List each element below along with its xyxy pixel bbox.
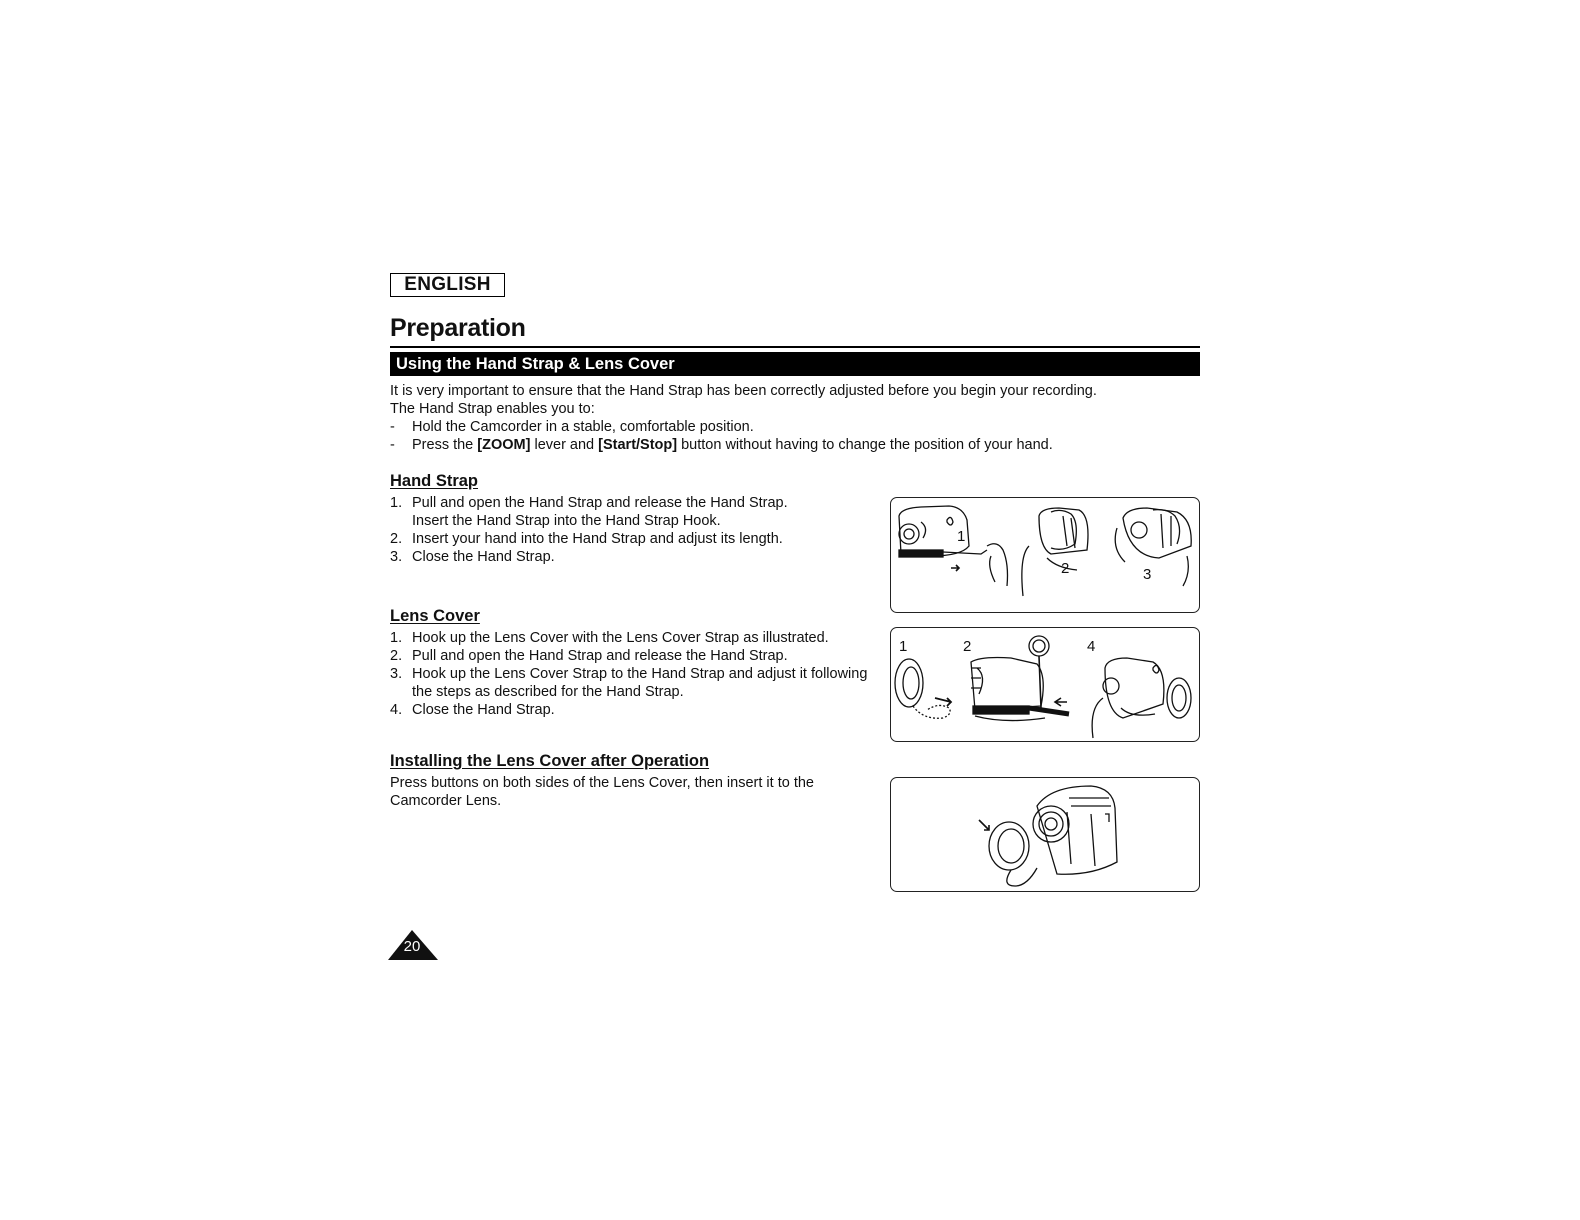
step-text: Insert the Hand Strap into the Hand Strap Hook. (412, 513, 721, 529)
bullet-text (412, 436, 1053, 454)
figure-step-label: 2 (1061, 560, 1070, 577)
camcorder-illustration (899, 506, 1008, 586)
startstop-keyword: [Start/Stop] (598, 437, 678, 453)
installing-text (390, 774, 814, 810)
step-text: the steps as described for the Hand Strap. (412, 684, 684, 700)
bullet-dash: - (390, 419, 395, 435)
installing-heading: Installing the Lens Cover after Operation (390, 752, 710, 770)
step-number: 4. (390, 702, 403, 718)
paragraph-line: Press buttons on both sides of the Lens Cover, then insert it to the (390, 775, 814, 791)
lens-cover-illustration (890, 627, 1200, 742)
step-number: 2. (390, 531, 403, 547)
step-number: 2. (390, 648, 403, 664)
install-lens-cover-illustration (890, 777, 1200, 892)
camcorder-illustration (1033, 786, 1117, 874)
figure-step-label: 1 (899, 638, 908, 655)
zoom-keyword: [ZOOM] (477, 437, 531, 453)
intro-bullet-1 (390, 418, 1097, 436)
step-text: Hook up the Lens Cover with the Lens Cover Strap as illustrated. (412, 630, 829, 646)
lens-cover-illustration-part (979, 820, 1037, 886)
bullet-text: Hold the Camcorder in a stable, comfortable position. (412, 419, 754, 435)
intro-line-1: It is very important to ensure that the Hand Strap has been correctly adjusted before you begin your recording. (390, 383, 1097, 399)
figure-step-label: 4 (1087, 638, 1096, 655)
step-text: Close the Hand Strap. (412, 549, 555, 565)
hand-strap-illustration (890, 497, 1200, 613)
camcorder-illustration (971, 636, 1069, 721)
page-number: 20 (403, 938, 421, 955)
bullet-text-part: button without having to change the position of your hand. (677, 437, 1053, 453)
camcorder-illustration (1115, 508, 1191, 586)
step-number: 1. (390, 495, 403, 511)
step-number: 1. (390, 630, 403, 646)
lens-cover-heading: Lens Cover (390, 607, 480, 625)
step-number: 3. (390, 666, 403, 682)
title-divider (390, 346, 1200, 348)
intro-text (390, 382, 1097, 454)
bullet-text-part: lever and (530, 437, 599, 453)
camcorder-illustration (1022, 508, 1088, 596)
figure-step-label: 2 (963, 638, 972, 655)
intro-line-2: The Hand Strap enables you to: (390, 401, 595, 417)
step-text: Hook up the Lens Cover Strap to the Hand Strap and adjust it following (412, 666, 868, 682)
step-text: Close the Hand Strap. (412, 702, 555, 718)
step-text: Insert your hand into the Hand Strap and adjust its length. (412, 531, 783, 547)
camcorder-illustration (1092, 658, 1191, 738)
intro-bullet-2 (390, 436, 1097, 454)
bullet-text-part: Press the (412, 437, 478, 453)
paragraph-line: Camcorder Lens. (390, 793, 502, 809)
figure-step-label: 1 (957, 528, 966, 545)
bullet-dash: - (390, 437, 395, 453)
step-number: 3. (390, 549, 403, 565)
language-label: ENGLISH (390, 273, 505, 297)
hand-strap-heading: Hand Strap (390, 472, 479, 490)
page-title: Preparation (390, 314, 526, 342)
step-text: Pull and open the Hand Strap and release the Hand Strap. (412, 648, 788, 664)
section-title-bar: Using the Hand Strap & Lens Cover (390, 352, 1200, 376)
figure-step-label: 3 (1143, 566, 1152, 583)
lens-cover-illustration-part (895, 659, 951, 718)
step-text: Pull and open the Hand Strap and release the Hand Strap. (412, 495, 788, 511)
